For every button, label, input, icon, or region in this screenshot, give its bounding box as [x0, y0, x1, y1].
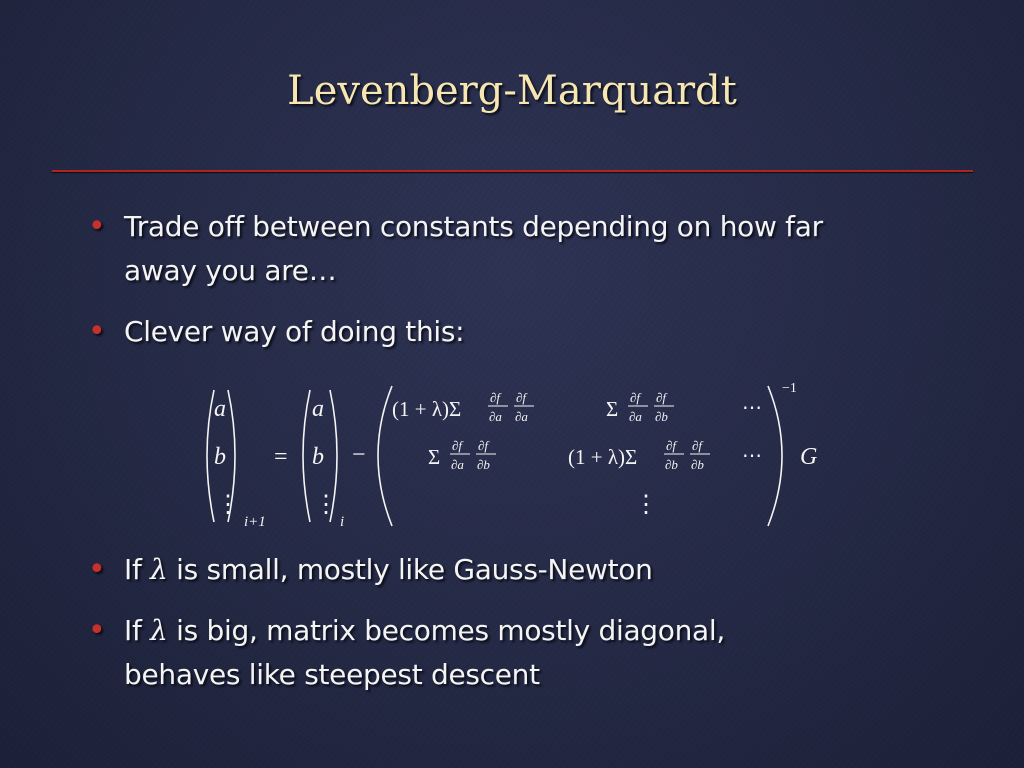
m22-prefix: (1 + λ)Σ [568, 445, 638, 469]
lambda-symbol: λ [150, 614, 168, 647]
m12-den1: ∂a [629, 409, 642, 424]
m11-den2: ∂a [515, 409, 528, 424]
m22-num2: ∂f [692, 438, 703, 453]
right-b: b [312, 444, 324, 470]
right-vector-lparen [303, 390, 310, 522]
right-vdots: ⋮ [314, 492, 338, 518]
left-vector-lparen [207, 390, 214, 522]
bullet-3 [88, 548, 884, 592]
bullet-4-suffix: is big, matrix becomes mostly diagonal, behaves like steepest descent [124, 614, 725, 691]
bullet-3-prefix: If [124, 553, 151, 586]
right-a: a [312, 396, 324, 422]
m23-cdots: ⋯ [742, 445, 762, 467]
minus-sign: − [352, 442, 366, 468]
m21-den2: ∂b [477, 457, 490, 472]
m12-den2: ∂b [655, 409, 668, 424]
left-a: a [214, 396, 226, 422]
bullet-dot: • [88, 613, 106, 648]
bullet-3-text [124, 548, 884, 592]
bullet-4 [88, 609, 764, 697]
left-b: b [214, 444, 226, 470]
m11-den1: ∂a [489, 409, 502, 424]
m22-num1: ∂f [666, 438, 677, 453]
equals-sign: = [274, 444, 288, 470]
bullet-3-suffix: is small, mostly like Gauss-Newton [167, 553, 653, 586]
left-vdots: ⋮ [216, 492, 240, 518]
left-subscript: i+1 [244, 514, 266, 530]
m13-cdots: ⋯ [742, 397, 762, 419]
m12-num1: ∂f [630, 390, 641, 405]
m11-num1: ∂f [490, 390, 501, 405]
bullet-dot: • [88, 552, 106, 587]
m21-num1: ∂f [452, 438, 463, 453]
matrix-rparen [768, 386, 782, 526]
m21-den1: ∂a [451, 457, 464, 472]
bullet-1-text: Trade off between constants depending on how far away you are… [124, 210, 823, 287]
m21-num2: ∂f [478, 438, 489, 453]
slide-title: Levenberg-Marquardt [287, 68, 737, 114]
bullet-4-prefix: If [124, 614, 151, 647]
m3-vdots: ⋮ [634, 492, 658, 518]
m22-den1: ∂b [665, 457, 678, 472]
bullet-dot: • [88, 314, 106, 349]
bullet-2-text: Clever way of doing this: [124, 315, 465, 348]
inverse-superscript: −1 [782, 381, 797, 396]
lambda-symbol: λ [150, 553, 168, 586]
m12-num2: ∂f [656, 390, 667, 405]
m21-sigma: Σ [428, 445, 441, 469]
bullet-4-text [124, 609, 764, 697]
bullet-dot: • [88, 209, 106, 244]
m11-num2: ∂f [516, 390, 527, 405]
right-subscript: i [340, 514, 345, 530]
matrix-lparen [378, 386, 392, 526]
m11-prefix: (1 + λ)Σ [392, 397, 462, 421]
m12-sigma: Σ [606, 397, 619, 421]
gradient-G: G [800, 444, 818, 470]
m22-den2: ∂b [691, 457, 704, 472]
